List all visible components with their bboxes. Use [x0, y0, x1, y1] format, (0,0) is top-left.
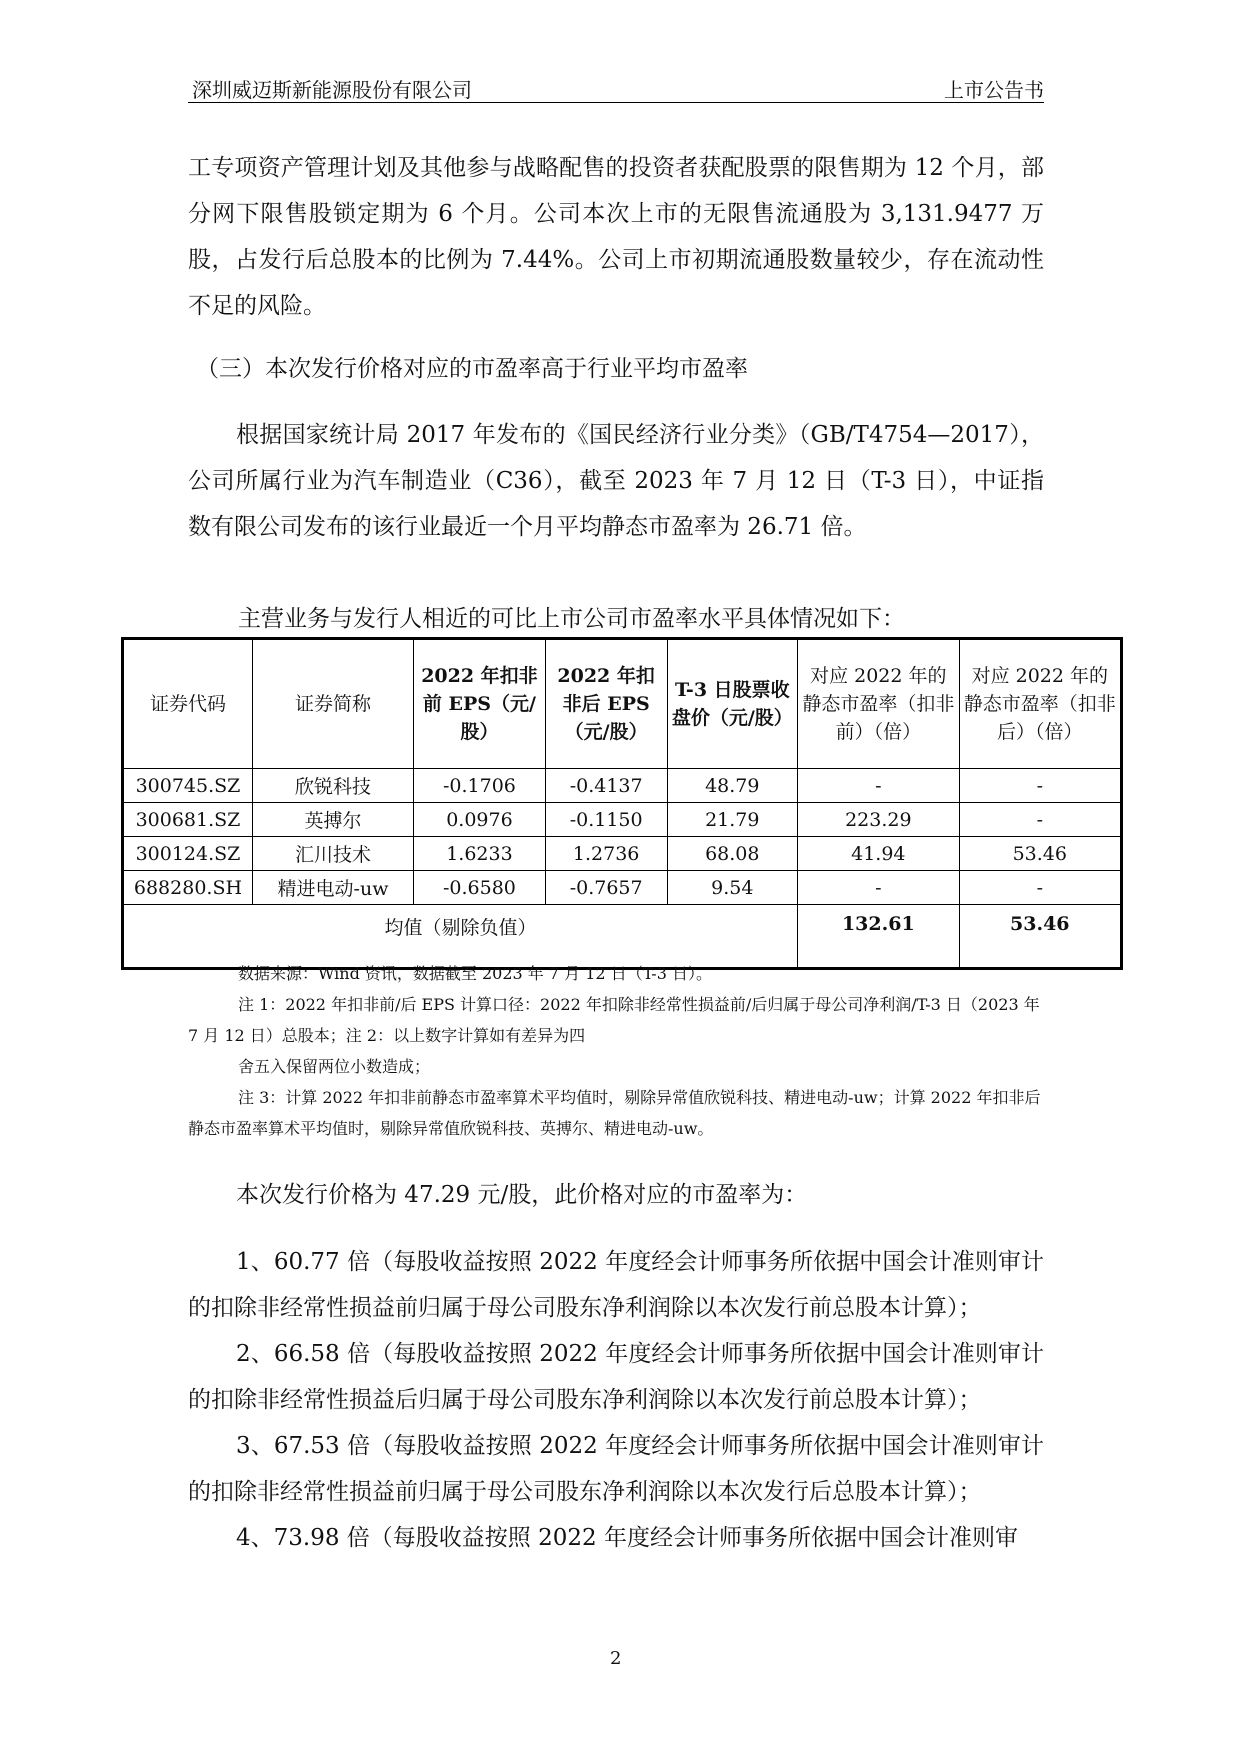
cell: 1.6233: [414, 837, 546, 871]
pe-item: 3、67.53 倍（每股收益按照 2022 年度经会计师事务所依据中国会计准则审计的扣除非经常性损益前归属于母公司股东净利润除以本次发行后总股本计算）；: [188, 1433, 1044, 1505]
cell: 9.54: [667, 871, 798, 905]
cell: 48.79: [667, 769, 798, 803]
pe-item: 1、60.77 倍（每股收益按照 2022 年度经会计师事务所依据中国会计准则审计的扣除非经常性损益前归属于母公司股东净利润除以本次发行前总股本计算）；: [188, 1249, 1044, 1321]
page-number: 2: [610, 1648, 622, 1669]
comparable-companies-table: [121, 637, 1123, 970]
header-eps-before: 2022 年扣非前 EPS（元/股）: [414, 639, 546, 769]
cell: 21.79: [667, 803, 798, 837]
cell: -: [959, 871, 1121, 905]
table-row: [123, 871, 1122, 905]
section-heading: （三）本次发行价格对应的市盈率高于行业平均市盈率: [196, 356, 748, 382]
table-title: 主营业务与发行人相近的可比上市公司市盈率水平具体情况如下：: [238, 606, 905, 632]
cell: 53.46: [959, 837, 1121, 871]
header-doc-type: 上市公告书: [944, 78, 1044, 102]
paragraph-industry-pe: 根据国家统计局 2017 年发布的《国民经济行业分类》（GB/T4754—2017），公司所属行业为汽车制造业（C36），截至 2023 年 7 月 12 日（T-3 日），中证指数有限公司发布的该行业最近一个月平均静态市盈率为 26.71 倍。: [188, 422, 1044, 540]
header-pe-before: 对应 2022 年的静态市盈率（扣非前）（倍）: [798, 639, 959, 769]
cell: 汇川技术: [252, 837, 413, 871]
cell: 欣锐科技: [252, 769, 413, 803]
note-1: 注 1：2022 年扣非前/后 EPS 计算口径：2022 年扣除非经常性损益前/后归属于母公司净利润/T-3 日（2023 年 7 月 12 日）总股本；注 2：以上数字计算如有差异为四: [188, 995, 1040, 1045]
cell: -0.4137: [545, 769, 667, 803]
note-source: 数据来源：Wind 资讯，数据截至 2023 年 7 月 12 日（T-3 日）。: [238, 964, 712, 983]
header-pe-after: 对应 2022 年的静态市盈率（扣非后）（倍）: [959, 639, 1121, 769]
cell: -0.1150: [545, 803, 667, 837]
cell: 300745.SZ: [123, 769, 253, 803]
pe-item: 2、66.58 倍（每股收益按照 2022 年度经会计师事务所依据中国会计准则审计的扣除非经常性损益后归属于母公司股东净利润除以本次发行前总股本计算）；: [188, 1341, 1044, 1413]
header-close-price: T-3 日股票收盘价（元/股）: [667, 639, 798, 769]
note-3: 注 3：计算 2022 年扣非前静态市盈率算术平均值时，剔除异常值欣锐科技、精进电动-uw；计算 2022 年扣非后静态市盈率算术平均值时，剔除异常值欣锐科技、英搏尔、精进电动-uw。: [188, 1088, 1041, 1138]
cell: 68.08: [667, 837, 798, 871]
cell: 0.0976: [414, 803, 546, 837]
average-pe-after: 53.46: [959, 905, 1121, 969]
cell: -: [959, 803, 1121, 837]
header-name: 证券简称: [252, 639, 413, 769]
cell: -0.1706: [414, 769, 546, 803]
average-label: 均值（剔除负值）: [123, 905, 798, 969]
header-company: 深圳威迈斯新能源股份有限公司: [192, 78, 472, 102]
issue-price-line: 本次发行价格为 47.29 元/股，此价格对应的市盈率为：: [236, 1182, 808, 1208]
cell: -0.6580: [414, 871, 546, 905]
page-header: [188, 72, 1044, 103]
header-eps-after: 2022 年扣非后 EPS（元/股）: [545, 639, 667, 769]
pe-item: 4、73.98 倍（每股收益按照 2022 年度经会计师事务所依据中国会计准则审: [236, 1525, 1018, 1551]
note-1-cont: 舍五入保留两位小数造成；: [238, 1057, 431, 1076]
table-row: [123, 769, 1122, 803]
cell: -: [959, 769, 1121, 803]
cell: 精进电动-uw: [252, 871, 413, 905]
cell: 300124.SZ: [123, 837, 253, 871]
cell: 41.94: [798, 837, 959, 871]
cell: -: [798, 769, 959, 803]
cell: 688280.SH: [123, 871, 253, 905]
average-pe-before: 132.61: [798, 905, 959, 969]
paragraph-lockup-risk: 工专项资产管理计划及其他参与战略配售的投资者获配股票的限售期为 12 个月，部分网下限售股锁定期为 6 个月。公司本次上市的无限售流通股为 3,131.9477 万股，占发行后总股本的比例为 7.44%。公司上市初期流通股数量较少，存在流动性不足的风险。: [188, 155, 1044, 319]
table-header-row: [123, 639, 1122, 769]
table-row: [123, 837, 1122, 871]
header-code: 证券代码: [123, 639, 253, 769]
cell: 300681.SZ: [123, 803, 253, 837]
cell: 1.2736: [545, 837, 667, 871]
pe-list: [188, 1239, 1044, 1561]
cell: -: [798, 871, 959, 905]
cell: 英搏尔: [252, 803, 413, 837]
table-row: [123, 803, 1122, 837]
cell: 223.29: [798, 803, 959, 837]
table-notes: [188, 958, 1048, 1144]
cell: -0.7657: [545, 871, 667, 905]
